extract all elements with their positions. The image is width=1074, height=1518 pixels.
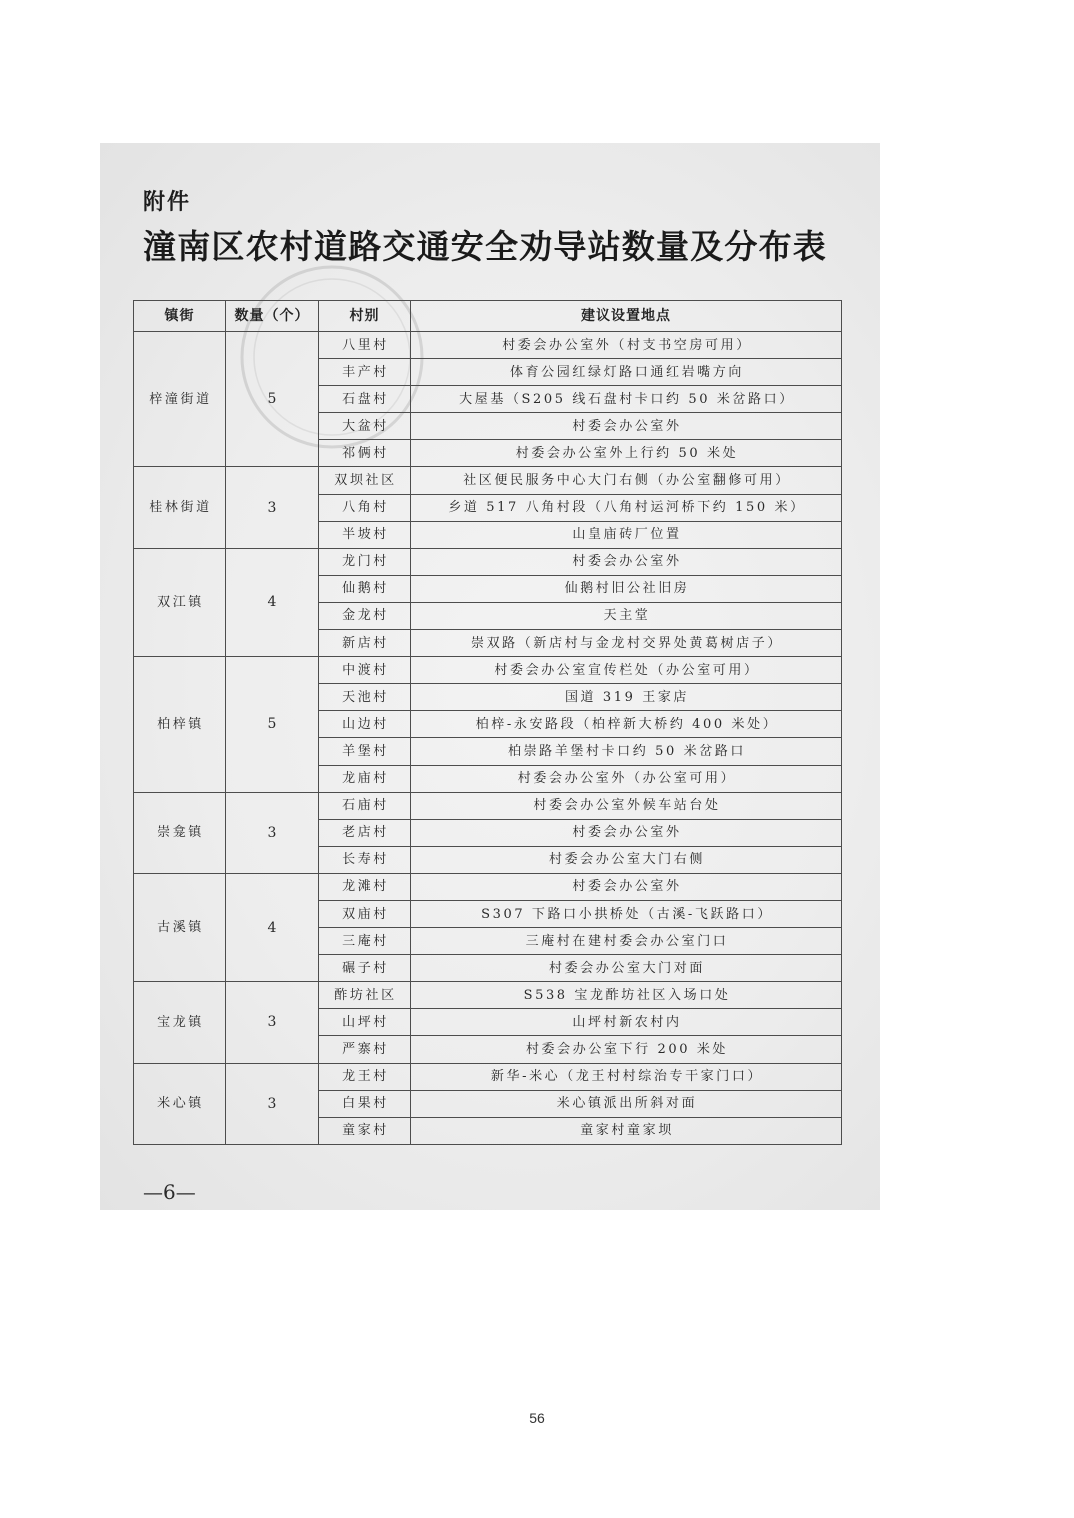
- location-cell: S538 宝龙酢坊社区入场口处: [411, 982, 842, 1009]
- village-cell: 龙门村: [319, 548, 411, 575]
- table-row: [134, 792, 842, 819]
- location-cell: 村委会办公室下行 200 米处: [411, 1036, 842, 1063]
- station-distribution-table: [133, 300, 842, 1145]
- location-cell: 三庵村在建村委会办公室门口: [411, 928, 842, 955]
- village-cell: 严寨村: [319, 1036, 411, 1063]
- table-row: [134, 657, 842, 684]
- village-cell: 大盆村: [319, 413, 411, 440]
- location-cell: 村委会办公室外: [411, 873, 842, 900]
- page-number: 56: [529, 1410, 545, 1426]
- village-cell: 双坝社区: [319, 467, 411, 494]
- table-header: [134, 301, 842, 332]
- table-body: [134, 332, 842, 1145]
- location-cell: 新华-米心（龙王村村综治专干家门口）: [411, 1063, 842, 1090]
- village-cell: 龙滩村: [319, 873, 411, 900]
- location-cell: 村委会办公室大门右侧: [411, 846, 842, 873]
- location-cell: 柏梓-永安路段（柏梓新大桥约 400 米处）: [411, 711, 842, 738]
- location-cell: 童家村童家坝: [411, 1117, 842, 1144]
- village-cell: 祁俩村: [319, 440, 411, 467]
- town-cell: 梓潼街道: [134, 332, 226, 467]
- location-cell: 村委会办公室外（办公室可用）: [411, 765, 842, 792]
- village-cell: 仙鹅村: [319, 575, 411, 602]
- village-cell: 龙庙村: [319, 765, 411, 792]
- village-cell: 丰产村: [319, 359, 411, 386]
- location-cell: 体育公园红绿灯路口通红岩嘴方向: [411, 359, 842, 386]
- location-cell: 村委会办公室外（村支书空房可用）: [411, 332, 842, 359]
- village-cell: 八里村: [319, 332, 411, 359]
- header-town: 镇街: [134, 301, 226, 332]
- village-cell: 碾子村: [319, 955, 411, 982]
- location-cell: 村委会办公室外候车站台处: [411, 792, 842, 819]
- village-cell: 山坪村: [319, 1009, 411, 1036]
- location-cell: 山坪村新农村内: [411, 1009, 842, 1036]
- location-cell: 村委会办公室外上行约 50 米处: [411, 440, 842, 467]
- count-cell: 4: [226, 873, 319, 981]
- village-cell: 老店村: [319, 819, 411, 846]
- header-row: [134, 301, 842, 332]
- town-cell: 米心镇: [134, 1063, 226, 1144]
- village-cell: 新店村: [319, 630, 411, 657]
- village-cell: 童家村: [319, 1117, 411, 1144]
- count-cell: 3: [226, 467, 319, 548]
- location-cell: 米心镇派出所斜对面: [411, 1090, 842, 1117]
- table-row: [134, 873, 842, 900]
- town-cell: 崇龛镇: [134, 792, 226, 873]
- header-count: 数量（个）: [226, 301, 319, 332]
- village-cell: 长寿村: [319, 846, 411, 873]
- document-title: 潼南区农村道路交通安全劝导站数量及分布表: [143, 227, 827, 266]
- count-cell: 4: [226, 548, 319, 656]
- village-cell: 羊堡村: [319, 738, 411, 765]
- village-cell: 八角村: [319, 494, 411, 521]
- location-cell: 村委会办公室宣传栏处（办公室可用）: [411, 657, 842, 684]
- count-cell: 5: [226, 332, 319, 467]
- location-cell: 柏崇路羊堡村卡口约 50 米岔路口: [411, 738, 842, 765]
- village-cell: 山边村: [319, 711, 411, 738]
- town-cell: 桂林街道: [134, 467, 226, 548]
- table-row: [134, 548, 842, 575]
- table-row: [134, 467, 842, 494]
- location-cell: 山皇庙砖厂位置: [411, 521, 842, 548]
- count-cell: 3: [226, 982, 319, 1063]
- town-cell: 宝龙镇: [134, 982, 226, 1063]
- village-cell: 酢坊社区: [319, 982, 411, 1009]
- count-cell: 5: [226, 657, 319, 792]
- village-cell: 石盘村: [319, 386, 411, 413]
- location-cell: 村委会办公室外: [411, 548, 842, 575]
- location-cell: 国道 319 王家店: [411, 684, 842, 711]
- town-cell: 古溪镇: [134, 873, 226, 981]
- town-cell: 双江镇: [134, 548, 226, 656]
- location-cell: 乡道 517 八角村段（八角村运河桥下约 150 米）: [411, 494, 842, 521]
- table-row: [134, 982, 842, 1009]
- town-cell: 柏梓镇: [134, 657, 226, 792]
- village-cell: 中渡村: [319, 657, 411, 684]
- header-village: 村别: [319, 301, 411, 332]
- village-cell: 金龙村: [319, 602, 411, 629]
- count-cell: 3: [226, 792, 319, 873]
- location-cell: 村委会办公室外: [411, 413, 842, 440]
- attachment-label: 附件: [143, 190, 192, 215]
- header-location: 建议设置地点: [411, 301, 842, 332]
- count-cell: 3: [226, 1063, 319, 1144]
- village-cell: 双庙村: [319, 900, 411, 927]
- location-cell: 社区便民服务中心大门右侧（办公室翻修可用）: [411, 467, 842, 494]
- village-cell: 三庵村: [319, 928, 411, 955]
- sheet-page-label: —6—: [143, 1180, 196, 1204]
- table-row: [134, 332, 842, 359]
- location-cell: S307 下路口小拱桥处（古溪-飞跃路口）: [411, 900, 842, 927]
- village-cell: 白果村: [319, 1090, 411, 1117]
- location-cell: 崇双路（新店村与金龙村交界处黄葛树店子）: [411, 630, 842, 657]
- location-cell: 仙鹅村旧公社旧房: [411, 575, 842, 602]
- village-cell: 天池村: [319, 684, 411, 711]
- location-cell: 村委会办公室外: [411, 819, 842, 846]
- location-cell: 村委会办公室大门对面: [411, 955, 842, 982]
- location-cell: 天主堂: [411, 602, 842, 629]
- village-cell: 龙王村: [319, 1063, 411, 1090]
- village-cell: 石庙村: [319, 792, 411, 819]
- location-cell: 大屋基（S205 线石盘村卡口约 50 米岔路口）: [411, 386, 842, 413]
- table-row: [134, 1063, 842, 1090]
- village-cell: 半坡村: [319, 521, 411, 548]
